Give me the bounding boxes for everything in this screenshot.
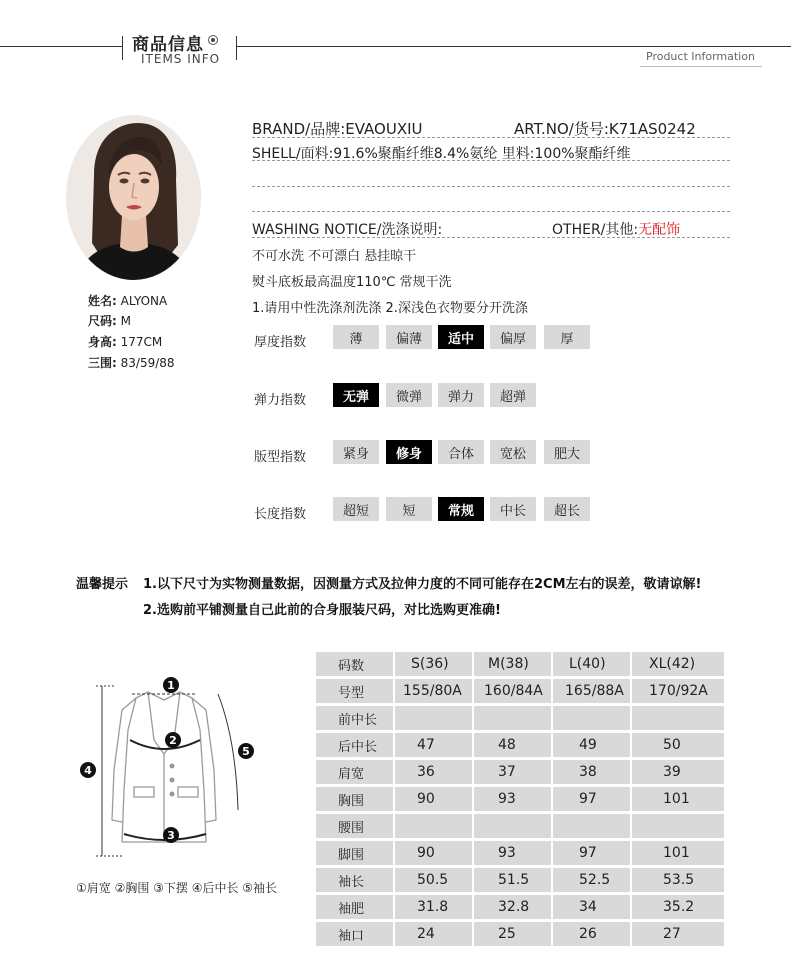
model-height-label: 身高:: [88, 335, 117, 349]
diagram-legend: ①肩宽 ②胸围 ③下摆 ④后中长 ⑤袖长: [76, 881, 278, 895]
table-row-label: 袖肥: [316, 895, 393, 919]
table-cell: [553, 706, 630, 730]
table-cell: 93: [474, 787, 551, 811]
other-value: 无配饰: [638, 222, 681, 238]
index-label: 长度指数: [254, 507, 307, 522]
divider: [252, 160, 730, 161]
table-cell: 52.5: [553, 868, 630, 892]
index-option: 微弹: [386, 383, 432, 407]
index-label: 厚度指数: [254, 335, 307, 350]
divider: [252, 137, 730, 138]
index-option: 厚: [544, 325, 590, 349]
section-title-cn: 商品信息: [132, 35, 204, 55]
table-cell: 25: [474, 922, 551, 946]
table-row: [316, 814, 724, 838]
table-row: [316, 841, 724, 865]
table-cell: 160/84A: [474, 679, 551, 703]
table-header-row: [316, 652, 724, 676]
measurement-diagram: [76, 670, 286, 870]
model-height-row: [88, 333, 162, 350]
marker-1: 1: [167, 679, 175, 692]
model-size-row: [88, 312, 131, 329]
table-cell: 35.2: [632, 895, 724, 919]
marker-2: 2: [169, 734, 177, 747]
table-cell: 90: [395, 787, 472, 811]
table-cell: 90: [395, 841, 472, 865]
table-cell: 97: [553, 841, 630, 865]
table-cell: 38: [553, 760, 630, 784]
product-information-label: Product Information: [646, 50, 755, 63]
index-option: 弹力: [438, 383, 484, 407]
table-cell: 27: [632, 922, 724, 946]
table-row-label: 胸围: [316, 787, 393, 811]
table-header-cell: M(38): [474, 652, 551, 676]
table-cell: 26: [553, 922, 630, 946]
index-option: 超弹: [490, 383, 536, 407]
divider: [252, 237, 730, 238]
table-cell: [553, 814, 630, 838]
index-option: 肥大: [544, 440, 590, 464]
model-measures-label: 三围:: [88, 356, 117, 370]
sleeve-measure-line: [218, 694, 238, 810]
table-cell: 51.5: [474, 868, 551, 892]
table-cell: [395, 814, 472, 838]
index-option-selected: 修身: [386, 440, 432, 464]
model-portrait: [66, 115, 201, 280]
table-header-cell: 码数: [316, 652, 393, 676]
divider: [252, 186, 730, 187]
model-portrait-image: [66, 115, 201, 280]
table-cell: 37: [474, 760, 551, 784]
header-bar-right: [236, 36, 237, 60]
table-cell: 165/88A: [553, 679, 630, 703]
table-cell: 48: [474, 733, 551, 757]
table-cell: 32.8: [474, 895, 551, 919]
table-cell: [632, 814, 724, 838]
index-option: 宽松: [490, 440, 536, 464]
wash-instruction-2: 熨斗底板最高温度110℃ 常规干洗: [252, 275, 452, 290]
model-size-label: 尺码:: [88, 314, 117, 328]
table-row-label: 号型: [316, 679, 393, 703]
table-header-cell: XL(42): [632, 652, 724, 676]
artno-label: ART.NO/货号:: [514, 120, 609, 138]
wash-warning: 1.请用中性洗涤剂洗涤 2.深浅色衣物要分开洗涤: [252, 301, 528, 316]
shell-fabric: SHELL/面料:91.6%聚酯纤维8.4%氨纶 里料:100%聚酯纤维: [252, 146, 631, 162]
tips-line-2: 2.选购前平铺测量自己此前的合身服装尺码，对比选购更准确!: [143, 603, 501, 618]
target-icon: [208, 35, 218, 45]
chest-measure-line: [130, 740, 200, 749]
other-label: OTHER/其他:: [552, 222, 639, 238]
index-option-selected: 无弹: [333, 383, 379, 407]
table-header-cell: L(40): [553, 652, 630, 676]
table-row-label: 肩宽: [316, 760, 393, 784]
tips-label: 温馨提示: [76, 577, 129, 592]
index-option-selected: 适中: [438, 325, 484, 349]
model-size: M: [120, 314, 131, 328]
index-option: 超长: [544, 497, 590, 521]
table-row: [316, 787, 724, 811]
table-cell: [474, 814, 551, 838]
tips-line-1: 1.以下尺寸为实物测量数据，因测量方式及拉伸力度的不同可能存在2CM左右的误差，敬请谅解!: [143, 577, 702, 592]
table-row: [316, 895, 724, 919]
other-row: [552, 219, 680, 239]
model-name-label: 姓名:: [88, 294, 117, 308]
index-option: 短: [386, 497, 432, 521]
marker-3: 3: [167, 829, 175, 842]
table-cell: 31.8: [395, 895, 472, 919]
table-row-label: 脚围: [316, 841, 393, 865]
size-table: [316, 652, 724, 944]
wash-instruction-1: 不可水洗 不可漂白 悬挂晾干: [252, 249, 417, 264]
coat-buttons: [170, 764, 175, 797]
model-measures: 83/59/88: [120, 356, 175, 370]
model-name: ALYONA: [120, 294, 168, 308]
table-cell: 50: [632, 733, 724, 757]
model-measures-row: [88, 354, 175, 371]
index-option: 偏薄: [386, 325, 432, 349]
table-cell: 53.5: [632, 868, 724, 892]
measure-markers: [80, 677, 254, 843]
table-row-label: 腰围: [316, 814, 393, 838]
coat-outline: [112, 692, 216, 842]
table-cell: 49: [553, 733, 630, 757]
header-rule-right: [236, 46, 791, 47]
table-cell: 36: [395, 760, 472, 784]
divider: [252, 211, 730, 212]
index-option: 偏厚: [490, 325, 536, 349]
table-row-label: 袖口: [316, 922, 393, 946]
table-cell: 101: [632, 841, 724, 865]
table-row: [316, 760, 724, 784]
table-cell: 47: [395, 733, 472, 757]
table-header-cell: S(36): [395, 652, 472, 676]
section-title-en: ITEMS INFO: [141, 52, 221, 66]
table-cell: 155/80A: [395, 679, 472, 703]
table-cell: [632, 706, 724, 730]
table-row: [316, 706, 724, 730]
brand-value: EVAOUXIU: [345, 120, 423, 138]
table-row: [316, 922, 724, 946]
table-cell: 97: [553, 787, 630, 811]
index-option: 中长: [490, 497, 536, 521]
length-measure-line: [96, 686, 122, 856]
model-name-row: [88, 292, 167, 309]
table-row-label: 前中长: [316, 706, 393, 730]
brand-label: BRAND/品牌:: [252, 120, 346, 138]
index-option: 紧身: [333, 440, 379, 464]
table-cell: [474, 706, 551, 730]
washing-notice-label: WASHING NOTICE/洗涤说明:: [252, 222, 443, 238]
index-label: 版型指数: [254, 450, 307, 465]
table-row: [316, 733, 724, 757]
table-row-label: 袖长: [316, 868, 393, 892]
table-cell: 170/92A: [632, 679, 724, 703]
header-underline-right: [640, 66, 762, 67]
header-bar-left: [122, 36, 123, 60]
model-height: 177CM: [120, 335, 163, 349]
table-row-label: 后中长: [316, 733, 393, 757]
table-row: [316, 679, 724, 703]
table-cell: 34: [553, 895, 630, 919]
artno-row: [514, 118, 696, 139]
table-cell: [395, 706, 472, 730]
table-cell: 39: [632, 760, 724, 784]
table-cell: 50.5: [395, 868, 472, 892]
marker-5: 5: [242, 745, 250, 758]
table-cell: 93: [474, 841, 551, 865]
table-cell: 101: [632, 787, 724, 811]
index-option: 合体: [438, 440, 484, 464]
brand-row: [252, 118, 423, 139]
artno-value: K71AS0242: [608, 120, 696, 138]
index-label: 弹力指数: [254, 393, 307, 408]
table-row: [316, 868, 724, 892]
header-rule-left: [0, 46, 122, 47]
index-option: 超短: [333, 497, 379, 521]
index-option: 薄: [333, 325, 379, 349]
index-option-selected: 常规: [438, 497, 484, 521]
marker-4: 4: [84, 764, 92, 777]
table-cell: 24: [395, 922, 472, 946]
